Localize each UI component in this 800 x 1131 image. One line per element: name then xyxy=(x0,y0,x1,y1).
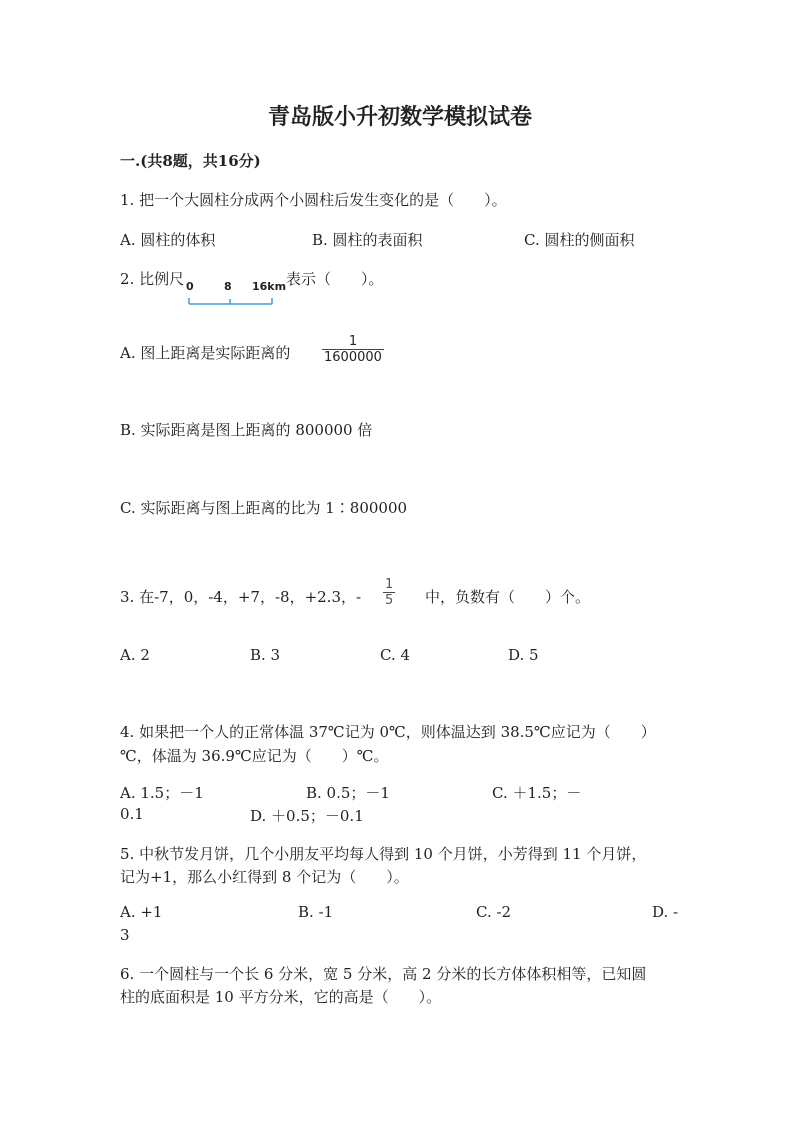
question-6-line-1: 6. 一个圆柱与一个长 6 分米，宽 5 分米，高 2 分米的长方体体积相等，已知圆 xyxy=(120,965,647,983)
question-4-option-c: C. ＋1.5；－ xyxy=(492,784,582,802)
fraction-denominator: 1600000 xyxy=(324,350,382,365)
question-5-option-c: C. -2 xyxy=(476,903,512,921)
section-heading: 一.(共8题，共16分) xyxy=(120,152,261,170)
question-5-option-d: D. - xyxy=(652,903,679,921)
question-1-option-a: A. 圆柱的体积 xyxy=(120,231,216,249)
question-1-stem: 1. 把一个大圆柱分成两个小圆柱后发生变化的是（ ）。 xyxy=(120,191,507,209)
question-4-option-d: D. ＋0.5；－0.1 xyxy=(250,807,364,825)
question-5-option-b: B. -1 xyxy=(298,903,334,921)
question-2-option-a: A. 图上距离是实际距离的 xyxy=(120,344,291,362)
question-2-option-b: B. 实际距离是图上距离的 800000 倍 xyxy=(120,421,373,439)
question-3-option-c: C. 4 xyxy=(380,646,411,664)
question-1-option-c: C. 圆柱的侧面积 xyxy=(524,231,635,249)
question-6-line-2: 柱的底面积是 10 平方分米，它的高是（ ）。 xyxy=(120,988,442,1006)
fraction-numerator: 1 xyxy=(385,577,394,592)
question-2-stem-end: 表示（ ）。 xyxy=(286,270,384,288)
question-3-option-a: A. 2 xyxy=(120,646,150,664)
question-4-line-1: 4. 如果把一个人的正常体温 37℃记为 0℃，则体温达到 38.5℃应记为（ ） xyxy=(120,723,656,741)
question-5-option-a: A. +1 xyxy=(120,903,163,921)
question-3-option-b: B. 3 xyxy=(250,646,281,664)
question-3-stem-start: 3. 在-7，0，-4，+7，-8，+2.3，- xyxy=(120,588,362,606)
question-4-option-b: B. 0.5；－1 xyxy=(306,784,390,802)
scale-label-8: 8 xyxy=(224,280,232,293)
scale-bar-line xyxy=(186,294,281,306)
question-1-option-b: B. 圆柱的表面积 xyxy=(312,231,423,249)
question-3-option-d: D. 5 xyxy=(508,646,539,664)
question-3-fraction xyxy=(383,577,395,608)
question-2-option-c: C. 实际距离与图上距离的比为 1∶800000 xyxy=(120,499,408,517)
question-4-line-2: ℃，体温为 36.9℃应记为（ ）℃。 xyxy=(120,747,389,765)
question-5-line-1: 5. 中秋节发月饼，几个小朋友平均每人得到 10 个月饼，小芳得到 11 个月饼， xyxy=(120,845,647,863)
question-2-stem-start: 2. 比例尺 xyxy=(120,270,185,288)
question-2-option-a-fraction xyxy=(322,334,384,365)
question-4-option-c-continued: 0.1 xyxy=(120,805,144,823)
scale-label-0: 0 xyxy=(186,280,194,293)
question-5-option-d-continued: 3 xyxy=(120,926,130,944)
scale-label-16km: 16km xyxy=(252,280,287,293)
page-title: 青岛版小升初数学模拟试卷 xyxy=(267,104,532,130)
question-5-line-2: 记为+1，那么小红得到 8 个记为（ ）。 xyxy=(120,868,409,886)
question-3-stem-end: 中，负数有（ ）个。 xyxy=(425,588,591,606)
fraction-denominator: 5 xyxy=(385,593,394,608)
question-4-option-a: A. 1.5；－1 xyxy=(120,784,204,802)
fraction-numerator: 1 xyxy=(348,334,358,349)
scale-bar-figure xyxy=(186,280,287,308)
